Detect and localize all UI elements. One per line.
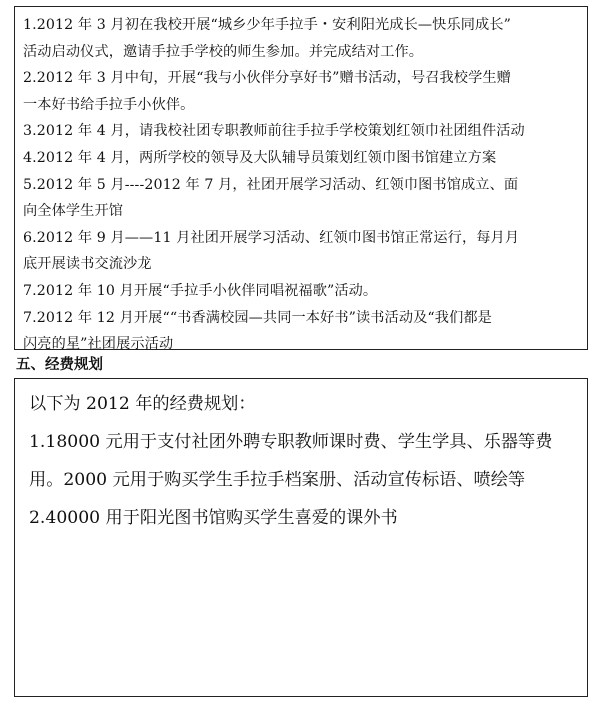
activity-line: 5.2012 年 5 月----2012 年 7 月，社团开展学习活动、红领巾图书馆成立、面 [23, 176, 519, 193]
budget-item: 2.40000 用于阳光图书馆购买学生喜爱的课外书 [29, 508, 398, 528]
budget-box [14, 378, 588, 697]
activity-line: 1.2012 年 3 月初在我校开展“城乡少年手拉手・安利阳光成长—快乐同成长” [23, 17, 511, 33]
activity-line: 活动启动仪式，邀请手拉手学校的师生参加。并完成结对工作。 [23, 43, 424, 60]
activity-line: 一本好书给手拉手小伙伴。 [23, 96, 195, 113]
budget-intro: 以下为 2012 年的经费规划： [29, 394, 256, 414]
budget-item: 1.18000 元用于支付社团外聘专职教师课时费、学生学具、乐器等费 [29, 432, 553, 452]
activity-line: 底开展读书交流沙龙 [23, 256, 152, 273]
activity-line: 7.2012 年 12 月开展““书香满校园—共同一本好书”读书活动及“我们都是 [23, 309, 492, 326]
activity-line: 4.2012 年 4 月，两所学校的领导及大队辅导员策划红领巾图书馆建立方案 [23, 149, 497, 166]
activity-line: 2.2012 年 3 月中旬，开展“我与小伙伴分享好书”赠书活动，号召我校学生赠 [23, 70, 511, 87]
activities-box [14, 6, 588, 353]
activity-line: 闪亮的星”社团展示活动 [23, 336, 174, 353]
budget-item-continued: 用。2000 元用于购买学生手拉手档案册、活动宣传标语、喷绘等 [29, 470, 526, 490]
activity-line: 3.2012 年 4 月，请我校社团专职教师前往手拉手学校策划红领巾社团组件活动 [23, 123, 525, 140]
section-heading: 五、经费规划 [16, 357, 103, 373]
activity-line: 7.2012 年 10 月开展“手拉手小伙伴同唱祝福歌”活动。 [23, 282, 378, 299]
activity-line: 向全体学生开馆 [23, 203, 124, 220]
activity-line: 6.2012 年 9 月——11 月社团开展学习活动、红领巾图书馆正常运行，每月月 [23, 229, 520, 246]
